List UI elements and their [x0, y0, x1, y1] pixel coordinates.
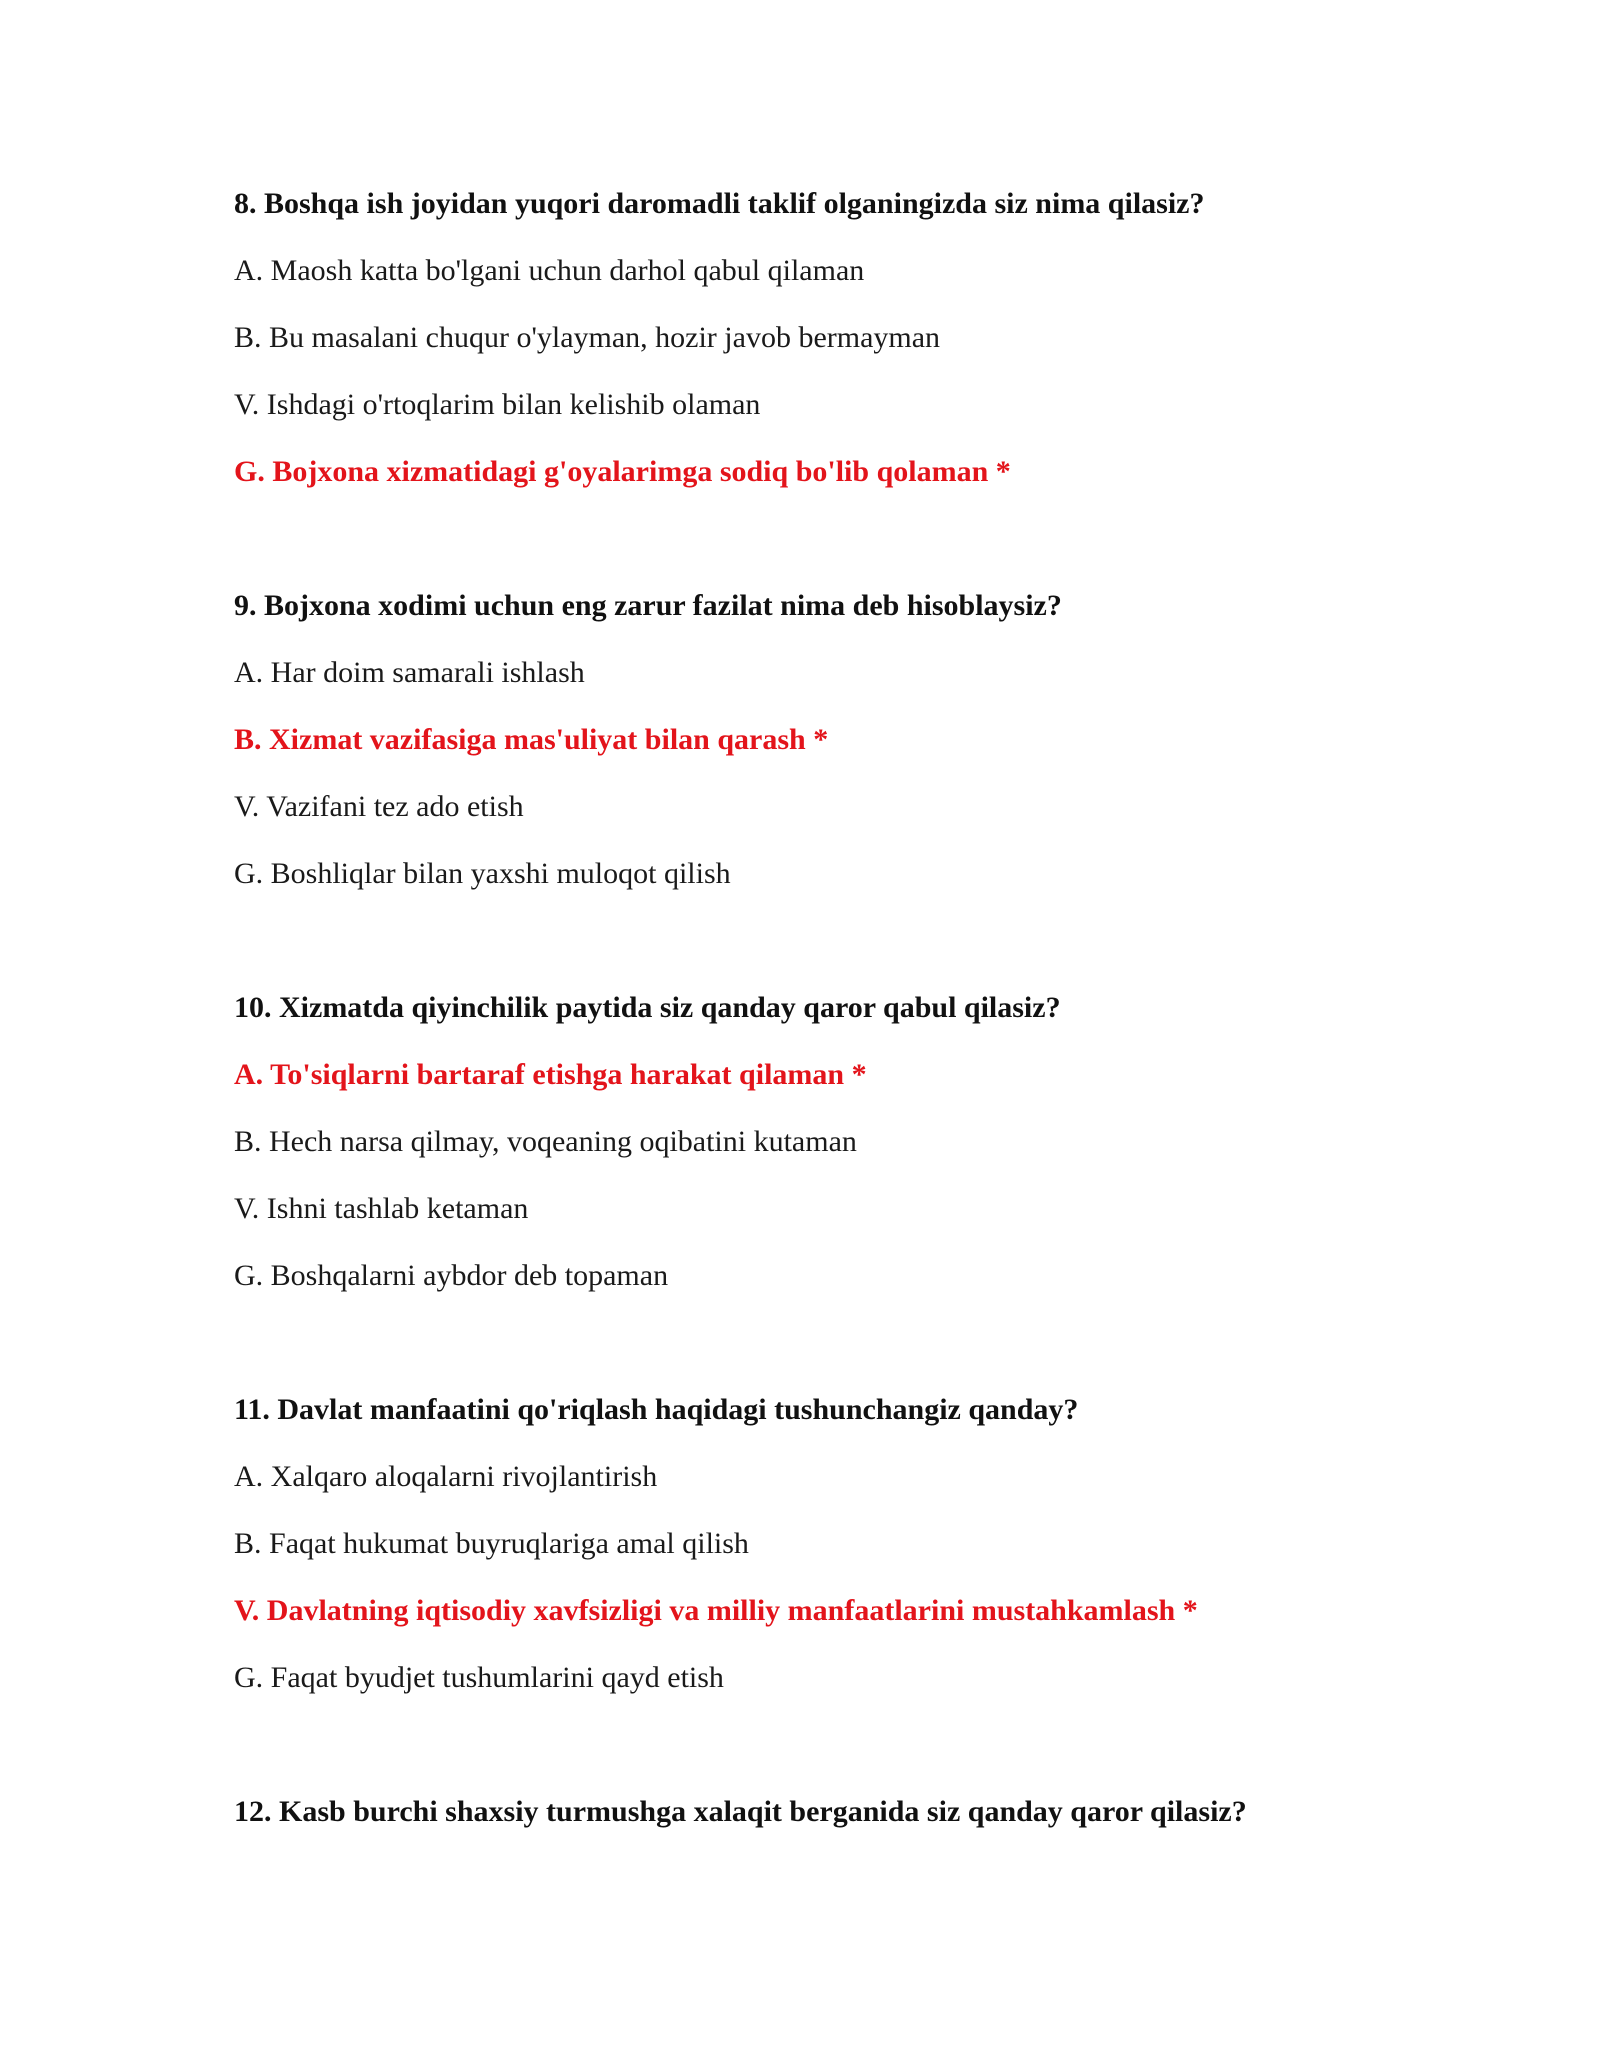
- question-11-option-a: A. Xalqaro aloqalarni rivojlantirish: [234, 1460, 658, 1493]
- question-10-text: 10. Xizmatda qiyinchilik paytida siz qanday qaror qabul qilasiz?: [234, 991, 1061, 1024]
- question-8-option-g-correct: G. Bojxona xizmatidagi g'oyalarimga sodiq bo'lib qolaman *: [234, 455, 1011, 488]
- question-12-text: 12. Kasb burchi shaxsiy turmushga xalaqit berganida siz qanday qaror qilasiz?: [234, 1795, 1247, 1828]
- question-10-option-v: V. Ishni tashlab ketaman: [234, 1192, 529, 1225]
- question-8-option-b: B. Bu masalani chuqur o'ylayman, hozir javob bermayman: [234, 321, 941, 354]
- question-11-option-b: B. Faqat hukumat buyruqlariga amal qilish: [234, 1527, 749, 1560]
- question-9-option-b-correct: B. Xizmat vazifasiga mas'uliyat bilan qarash *: [234, 723, 829, 756]
- question-8-option-a: A. Maosh katta bo'lgani uchun darhol qabul qilaman: [234, 254, 865, 287]
- question-10-option-g: G. Boshqalarni aybdor deb topaman: [234, 1259, 669, 1292]
- question-11-text: 11. Davlat manfaatini qo'riqlash haqidagi tushunchangiz qanday?: [234, 1393, 1079, 1426]
- question-8-text: 8. Boshqa ish joyidan yuqori daromadli taklif olganingizda siz nima qilasiz?: [234, 187, 1205, 220]
- question-8-option-v: V. Ishdagi o'rtoqlarim bilan kelishib olaman: [234, 388, 761, 421]
- question-9-option-v: V. Vazifani tez ado etish: [234, 790, 524, 823]
- question-10-option-b: B. Hech narsa qilmay, voqeaning oqibatini kutaman: [234, 1125, 857, 1158]
- question-9-option-a: A. Har doim samarali ishlash: [234, 656, 585, 689]
- question-9-text: 9. Bojxona xodimi uchun eng zarur fazilat nima deb hisoblaysiz?: [234, 589, 1062, 622]
- question-11-option-g: G. Faqat byudjet tushumlarini qayd etish: [234, 1661, 724, 1694]
- question-10-option-a-correct: A. To'siqlarni bartaraf etishga harakat qilaman *: [234, 1058, 867, 1091]
- question-11-option-v-correct: V. Davlatning iqtisodiy xavfsizligi va milliy manfaatlarini mustahkamlash *: [234, 1594, 1198, 1627]
- question-9-option-g: G. Boshliqlar bilan yaxshi muloqot qilish: [234, 857, 731, 890]
